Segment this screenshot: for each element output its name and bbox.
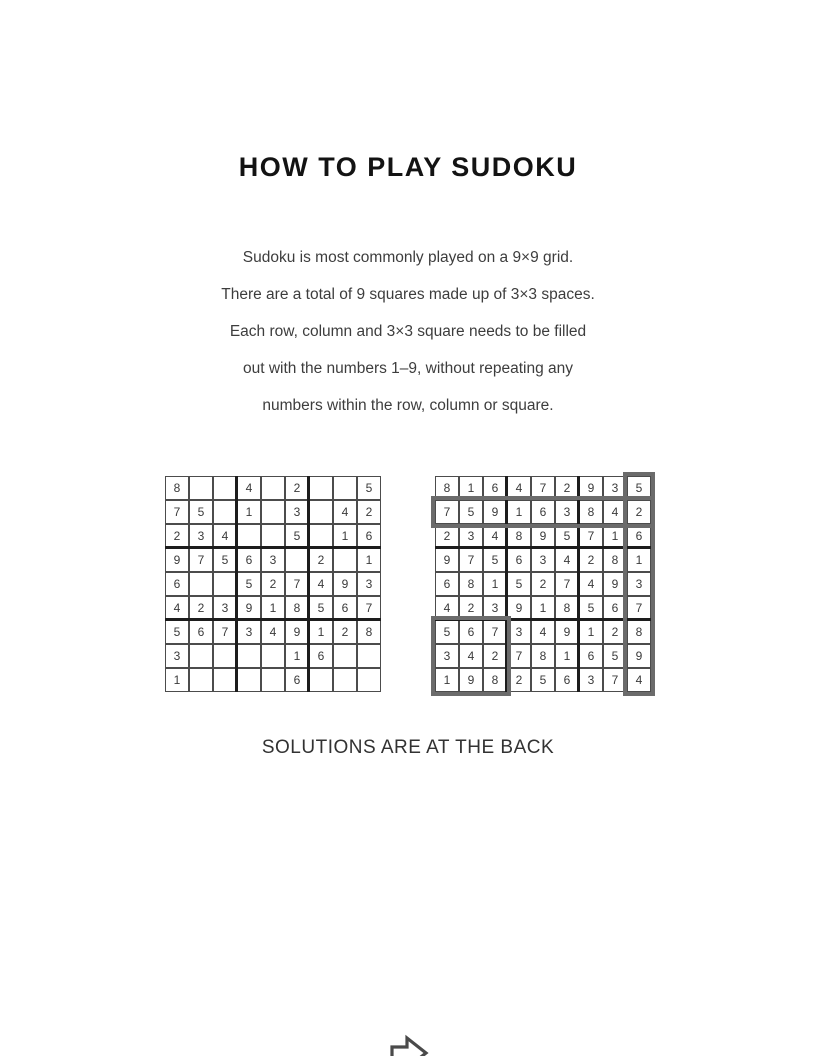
sudoku-cell: 5 [357, 476, 381, 500]
sudoku-cell: 6 [435, 572, 459, 596]
sudoku-cell: 1 [237, 500, 261, 524]
sudoku-cell: 5 [627, 476, 651, 500]
sudoku-cell [189, 644, 213, 668]
sudoku-cell: 1 [531, 596, 555, 620]
sudoku-cell: 6 [237, 548, 261, 572]
sudoku-cell: 7 [459, 548, 483, 572]
sudoku-cell: 5 [483, 548, 507, 572]
sudoku-cell: 3 [435, 644, 459, 668]
sudoku-cell: 2 [285, 476, 309, 500]
sudoku-cell: 3 [603, 476, 627, 500]
sudoku-cell: 2 [261, 572, 285, 596]
sudoku-cell [213, 476, 237, 500]
sudoku-cell: 4 [507, 476, 531, 500]
sudoku-cell: 2 [165, 524, 189, 548]
sudoku-cell: 4 [531, 620, 555, 644]
sudoku-cell: 6 [309, 644, 333, 668]
sudoku-cell: 1 [603, 524, 627, 548]
sudoku-cell: 6 [507, 548, 531, 572]
sudoku-cell: 5 [189, 500, 213, 524]
sudoku-cell: 5 [603, 644, 627, 668]
sudoku-cell [261, 524, 285, 548]
sudoku-cell [333, 644, 357, 668]
sudoku-cell: 8 [483, 668, 507, 692]
sudoku-cell [333, 476, 357, 500]
sudoku-cell: 3 [261, 548, 285, 572]
sudoku-cell: 9 [531, 524, 555, 548]
sudoku-cell: 7 [555, 572, 579, 596]
sudoku-cell [261, 668, 285, 692]
sudoku-cell: 9 [237, 596, 261, 620]
sudoku-cell: 4 [627, 668, 651, 692]
sudoku-cell: 4 [309, 572, 333, 596]
sudoku-cell: 9 [483, 500, 507, 524]
sudoku-cell: 8 [627, 620, 651, 644]
sudoku-cell: 6 [333, 596, 357, 620]
sudoku-cell [213, 572, 237, 596]
sudoku-cell: 7 [579, 524, 603, 548]
sudoku-cell: 1 [261, 596, 285, 620]
sudoku-cell: 2 [357, 500, 381, 524]
sudoku-cell: 4 [333, 500, 357, 524]
sudoku-cell: 2 [507, 668, 531, 692]
arrow-right-icon [389, 1032, 429, 1056]
sudoku-cell: 4 [213, 524, 237, 548]
sudoku-cell: 4 [435, 596, 459, 620]
sudoku-cell: 2 [459, 596, 483, 620]
sudoku-cell: 1 [333, 524, 357, 548]
sudoku-cell: 9 [603, 572, 627, 596]
sudoku-cell: 6 [627, 524, 651, 548]
sudoku-cell: 5 [531, 668, 555, 692]
sudoku-cell [189, 476, 213, 500]
sudoku-cell: 5 [213, 548, 237, 572]
sudoku-cell [189, 572, 213, 596]
sudoku-cell: 5 [579, 596, 603, 620]
sudoku-cell: 6 [483, 476, 507, 500]
sudoku-cell: 4 [261, 620, 285, 644]
sudoku-cell: 5 [309, 596, 333, 620]
sudoku-cell: 5 [285, 524, 309, 548]
sudoku-cell: 7 [165, 500, 189, 524]
sudoku-cell: 1 [309, 620, 333, 644]
sudoku-cell: 9 [555, 620, 579, 644]
sudoku-cell: 3 [237, 620, 261, 644]
solution-grid [435, 476, 651, 692]
sudoku-cell: 8 [579, 500, 603, 524]
sudoku-cell: 1 [357, 548, 381, 572]
sudoku-cell: 6 [603, 596, 627, 620]
sudoku-cell: 9 [333, 572, 357, 596]
sudoku-cell [261, 476, 285, 500]
sudoku-cell: 8 [435, 476, 459, 500]
sudoku-cell: 2 [189, 596, 213, 620]
sudoku-cell [213, 668, 237, 692]
sudoku-cell: 9 [165, 548, 189, 572]
sudoku-cell: 7 [483, 620, 507, 644]
intro-line-3: Each row, column and 3×3 square needs to be filled [229, 323, 587, 340]
sudoku-cell: 7 [531, 476, 555, 500]
sudoku-cell: 9 [285, 620, 309, 644]
sudoku-cell: 6 [189, 620, 213, 644]
sudoku-cell: 7 [627, 596, 651, 620]
sudoku-cell: 2 [435, 524, 459, 548]
sudoku-cell: 8 [285, 596, 309, 620]
sudoku-cell: 3 [165, 644, 189, 668]
sudoku-cell: 8 [459, 572, 483, 596]
sudoku-cell: 1 [555, 644, 579, 668]
sudoku-cell: 9 [627, 644, 651, 668]
solution-grid-cells [435, 476, 651, 692]
sudoku-cell: 2 [579, 548, 603, 572]
sudoku-cell: 1 [459, 476, 483, 500]
sudoku-cell: 7 [189, 548, 213, 572]
sudoku-cell [213, 500, 237, 524]
sudoku-cell [213, 644, 237, 668]
sudoku-cell: 4 [483, 524, 507, 548]
sudoku-cell: 2 [333, 620, 357, 644]
puzzle-grid [165, 476, 381, 692]
grids-section [0, 476, 816, 696]
sudoku-cell: 2 [531, 572, 555, 596]
sudoku-cell: 8 [603, 548, 627, 572]
sudoku-cell: 5 [435, 620, 459, 644]
sudoku-cell: 7 [603, 668, 627, 692]
sudoku-cell [357, 644, 381, 668]
sudoku-cell [309, 500, 333, 524]
sudoku-cell: 3 [507, 620, 531, 644]
sudoku-cell [285, 548, 309, 572]
sudoku-cell: 6 [579, 644, 603, 668]
sudoku-cell: 8 [507, 524, 531, 548]
sudoku-cell: 1 [483, 572, 507, 596]
sudoku-cell: 6 [459, 620, 483, 644]
sudoku-cell: 3 [459, 524, 483, 548]
sudoku-cell [237, 668, 261, 692]
sudoku-cell: 4 [459, 644, 483, 668]
sudoku-cell: 6 [165, 572, 189, 596]
sudoku-cell: 4 [579, 572, 603, 596]
sudoku-cell: 7 [507, 644, 531, 668]
sudoku-cell: 4 [237, 476, 261, 500]
sudoku-cell: 2 [603, 620, 627, 644]
sudoku-cell: 6 [531, 500, 555, 524]
sudoku-cell [309, 668, 333, 692]
footer-note: SOLUTIONS ARE AT THE BACK [261, 737, 555, 758]
sudoku-cell: 3 [555, 500, 579, 524]
sudoku-cell: 7 [435, 500, 459, 524]
intro-line-5: numbers within the row, column or square. [262, 397, 554, 414]
sudoku-cell: 3 [213, 596, 237, 620]
sudoku-cell: 4 [603, 500, 627, 524]
sudoku-cell [237, 524, 261, 548]
sudoku-cell: 2 [309, 548, 333, 572]
sudoku-cell: 8 [555, 596, 579, 620]
sudoku-cell: 1 [627, 548, 651, 572]
sudoku-cell: 3 [579, 668, 603, 692]
intro-paragraph [0, 239, 816, 424]
sudoku-cell [309, 476, 333, 500]
sudoku-cell [333, 548, 357, 572]
page-title: HOW TO PLAY SUDOKU [238, 152, 578, 182]
sudoku-cell: 8 [531, 644, 555, 668]
sudoku-cell: 1 [435, 668, 459, 692]
sudoku-cell: 7 [285, 572, 309, 596]
intro-line-2: There are a total of 9 squares made up of 3×3 spaces. [221, 286, 595, 303]
sudoku-cell: 7 [213, 620, 237, 644]
sudoku-cell: 6 [285, 668, 309, 692]
sudoku-cell: 5 [507, 572, 531, 596]
sudoku-cell: 4 [555, 548, 579, 572]
sudoku-cell: 5 [459, 500, 483, 524]
sudoku-cell: 5 [165, 620, 189, 644]
sudoku-cell [261, 500, 285, 524]
sudoku-cell [261, 644, 285, 668]
sudoku-cell: 1 [165, 668, 189, 692]
puzzle-grid-cells [165, 476, 381, 692]
sudoku-cell: 8 [357, 620, 381, 644]
sudoku-cell: 9 [507, 596, 531, 620]
sudoku-cell: 4 [165, 596, 189, 620]
sudoku-cell: 1 [507, 500, 531, 524]
sudoku-cell [189, 668, 213, 692]
sudoku-cell: 1 [579, 620, 603, 644]
sudoku-cell [357, 668, 381, 692]
sudoku-cell [309, 524, 333, 548]
intro-line-4: out with the numbers 1–9, without repeating any [242, 360, 573, 377]
sudoku-cell: 3 [483, 596, 507, 620]
sudoku-cell: 7 [357, 596, 381, 620]
sudoku-cell: 3 [189, 524, 213, 548]
sudoku-cell: 5 [555, 524, 579, 548]
sudoku-cell: 9 [435, 548, 459, 572]
sudoku-cell: 9 [579, 476, 603, 500]
sudoku-cell: 5 [237, 572, 261, 596]
sudoku-cell: 6 [357, 524, 381, 548]
sudoku-cell: 9 [459, 668, 483, 692]
sudoku-cell: 3 [627, 572, 651, 596]
sudoku-cell [237, 644, 261, 668]
sudoku-cell: 2 [555, 476, 579, 500]
sudoku-cell: 1 [285, 644, 309, 668]
sudoku-cell [333, 668, 357, 692]
sudoku-cell: 3 [531, 548, 555, 572]
intro-line-1: Sudoku is most commonly played on a 9×9 grid. [242, 249, 574, 266]
sudoku-cell: 3 [285, 500, 309, 524]
sudoku-cell: 8 [165, 476, 189, 500]
sudoku-cell: 6 [555, 668, 579, 692]
sudoku-cell: 2 [483, 644, 507, 668]
sudoku-cell: 2 [627, 500, 651, 524]
sudoku-cell: 3 [357, 572, 381, 596]
